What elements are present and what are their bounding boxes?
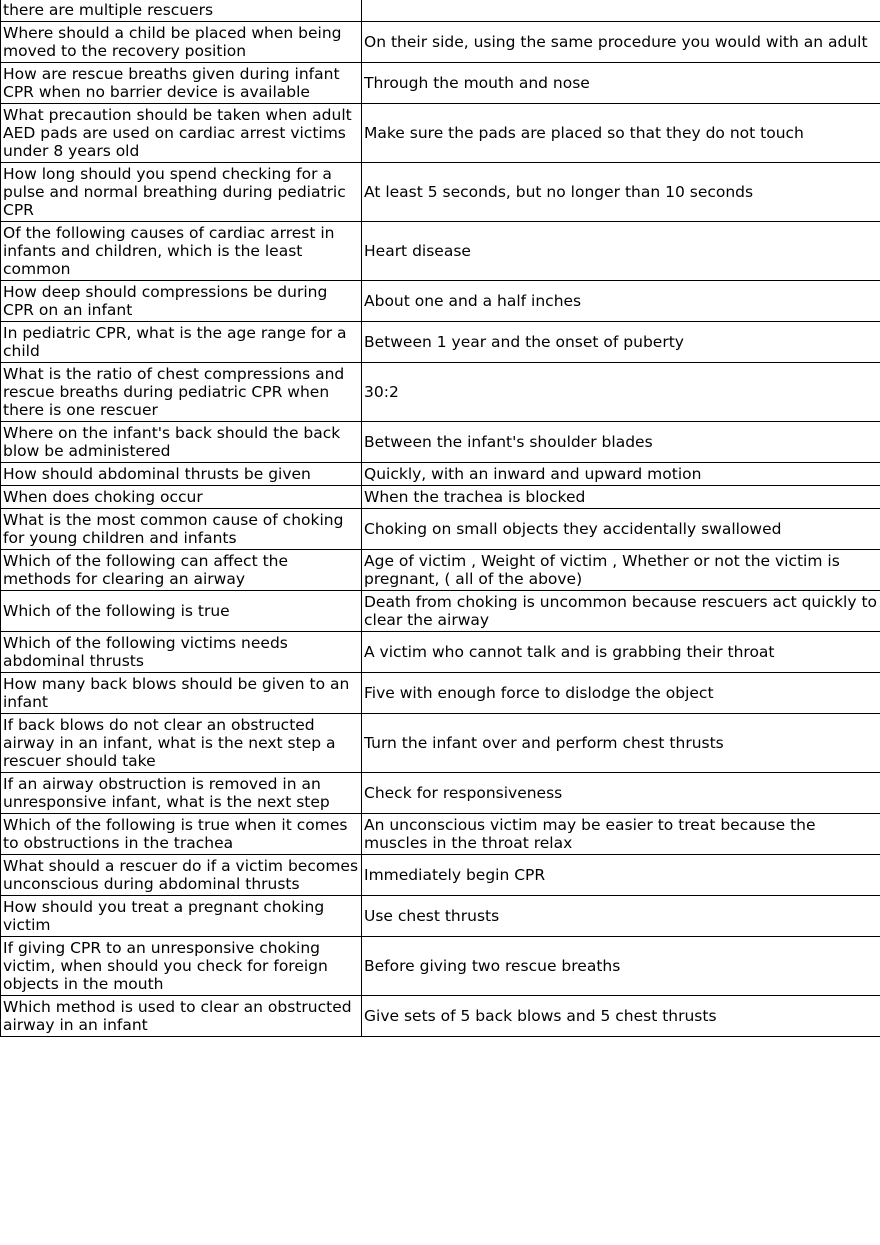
table-row [1,0,880,22]
question-cell: In pediatric CPR, what is the age range for a child [1,322,362,363]
table-row [1,22,880,63]
question-cell: If an airway obstruction is removed in an unresponsive infant, what is the next step [1,773,362,814]
table-row [1,281,880,322]
answer-cell: Immediately begin CPR [362,855,880,896]
table-row [1,773,880,814]
question-cell: Which of the following is true [1,591,362,632]
question-cell: How should you treat a pregnant choking victim [1,896,362,937]
answer-cell: Through the mouth and nose [362,63,880,104]
answer-cell: Quickly, with an inward and upward motion [362,463,880,486]
answer-cell: Make sure the pads are placed so that they do not touch [362,104,880,163]
table-row [1,222,880,281]
answer-cell: A victim who cannot talk and is grabbing their throat [362,632,880,673]
table-row [1,509,880,550]
answer-cell: Age of victim , Weight of victim , Whether or not the victim is pregnant, ( all of the above) [362,550,880,591]
table-row [1,163,880,222]
question-cell: How are rescue breaths given during infant CPR when no barrier device is available [1,63,362,104]
table-row [1,550,880,591]
question-cell: Of the following causes of cardiac arrest in infants and children, which is the least common [1,222,362,281]
table-row [1,996,880,1037]
question-cell: How deep should compressions be during CPR on an infant [1,281,362,322]
table-row [1,363,880,422]
table-row [1,486,880,509]
answer-cell: 30:2 [362,363,880,422]
answer-cell: Before giving two rescue breaths [362,937,880,996]
question-cell: If back blows do not clear an obstructed airway in an infant, what is the next step a rescuer should take [1,714,362,773]
answer-cell: An unconscious victim may be easier to treat because the muscles in the throat relax [362,814,880,855]
question-cell: What is the ratio of chest compressions and rescue breaths during pediatric CPR when there is one rescuer [1,363,362,422]
question-cell: Where on the infant's back should the back blow be administered [1,422,362,463]
question-cell: Which of the following victims needs abdominal thrusts [1,632,362,673]
answer-cell: Check for responsiveness [362,773,880,814]
answer-cell: Give sets of 5 back blows and 5 chest thrusts [362,996,880,1037]
answer-cell: When the trachea is blocked [362,486,880,509]
question-cell: When does choking occur [1,486,362,509]
question-cell: Where should a child be placed when being moved to the recovery position [1,22,362,63]
question-cell: Which of the following is true when it comes to obstructions in the trachea [1,814,362,855]
answer-cell: Five with enough force to dislodge the object [362,673,880,714]
question-cell: Which method is used to clear an obstructed airway in an infant [1,996,362,1037]
table-row [1,937,880,996]
table-row [1,63,880,104]
question-cell: If giving CPR to an unresponsive choking victim, when should you check for foreign objects in the mouth [1,937,362,996]
question-cell: What should a rescuer do if a victim becomes unconscious during abdominal thrusts [1,855,362,896]
question-cell: How long should you spend checking for a pulse and normal breathing during pediatric CPR [1,163,362,222]
question-cell: What precaution should be taken when adult AED pads are used on cardiac arrest victims under 8 years old [1,104,362,163]
table-row [1,896,880,937]
table-row [1,322,880,363]
answer-cell: Choking on small objects they accidentally swallowed [362,509,880,550]
question-cell: Which of the following can affect the methods for clearing an airway [1,550,362,591]
question-cell: there are multiple rescuers [1,0,362,22]
table-row [1,714,880,773]
answer-cell: About one and a half inches [362,281,880,322]
answer-cell [362,0,880,22]
answer-cell: On their side, using the same procedure you would with an adult [362,22,880,63]
table-row [1,591,880,632]
table-row [1,632,880,673]
table-row [1,422,880,463]
table-row [1,463,880,486]
answer-cell: Between 1 year and the onset of puberty [362,322,880,363]
answer-cell: At least 5 seconds, but no longer than 10 seconds [362,163,880,222]
question-cell: What is the most common cause of choking for young children and infants [1,509,362,550]
answer-cell: Between the infant's shoulder blades [362,422,880,463]
table-row [1,855,880,896]
question-cell: How should abdominal thrusts be given [1,463,362,486]
answer-cell: Heart disease [362,222,880,281]
table-row [1,814,880,855]
table-row [1,673,880,714]
answer-cell: Turn the infant over and perform chest thrusts [362,714,880,773]
table-row [1,104,880,163]
answer-cell: Death from choking is uncommon because rescuers act quickly to clear the airway [362,591,880,632]
answer-cell: Use chest thrusts [362,896,880,937]
question-cell: How many back blows should be given to an infant [1,673,362,714]
